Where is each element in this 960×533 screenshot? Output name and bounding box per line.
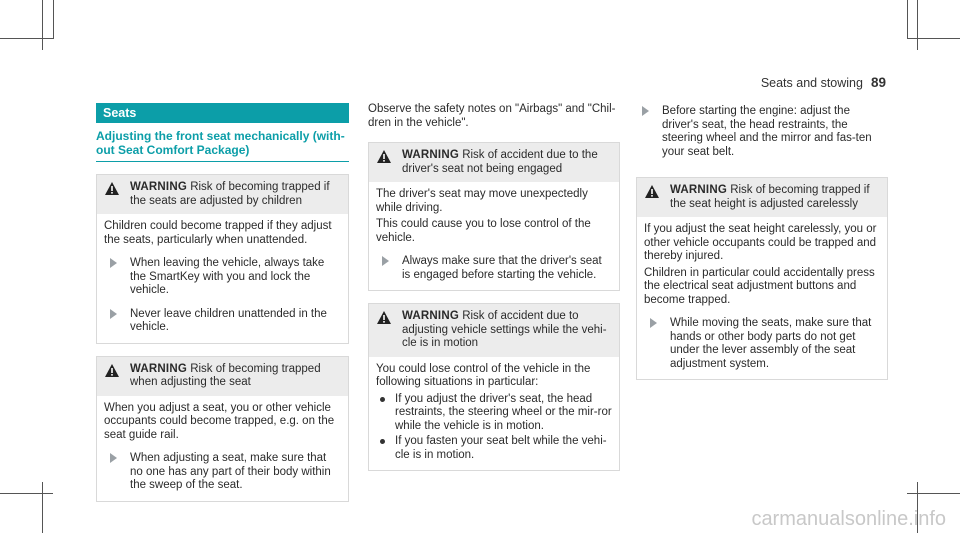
column-3 bbox=[636, 103, 888, 380]
bullet-item bbox=[376, 435, 612, 462]
step-text: When leaving the vehicle, always take the SmartKey with you and lock the vehicle. bbox=[130, 257, 325, 296]
warning-triangle-icon bbox=[645, 185, 659, 198]
bullet-icon bbox=[380, 397, 385, 402]
warning-box bbox=[368, 303, 620, 471]
step-text: When adjusting a seat, make sure that no one has any part of their body within the sweep of the seat. bbox=[130, 452, 331, 491]
warning-box bbox=[96, 174, 349, 344]
action-step bbox=[644, 317, 880, 371]
action-step bbox=[104, 257, 341, 298]
step-text: While moving the seats, make sure that hands or other body parts do not get under the lever assembly of the seat adjustment system. bbox=[670, 317, 872, 370]
warning-box bbox=[636, 177, 888, 380]
crop-mark bbox=[42, 0, 43, 50]
warning-label: WARNING bbox=[670, 184, 727, 196]
running-header bbox=[761, 75, 886, 90]
bullet-icon bbox=[380, 439, 385, 444]
arrow-right-icon bbox=[382, 256, 389, 266]
warning-body bbox=[97, 396, 348, 501]
page-number: 89 bbox=[870, 75, 886, 90]
arrow-right-icon bbox=[110, 309, 117, 319]
warning-text: Children in particular could accidentally press the electrical seat adjustment buttons and become trapped. bbox=[644, 266, 875, 306]
warning-label: WARNING bbox=[402, 310, 459, 322]
arrow-right-icon bbox=[110, 453, 117, 463]
step-text: Never leave children unattended in the vehicle. bbox=[130, 307, 327, 333]
crop-mark bbox=[907, 493, 960, 494]
crop-mark bbox=[42, 482, 43, 533]
subsection-title: Adjusting the front seat mechanically (with-out Seat Comfort Package) bbox=[96, 129, 349, 162]
warning-header bbox=[97, 175, 348, 214]
column-2 bbox=[368, 103, 620, 471]
warning-text: Children could become trapped if they adjust the seats, particularly when unattended. bbox=[104, 220, 332, 246]
action-step bbox=[104, 308, 341, 335]
warning-heading: Risk of becoming trapped when adjusting the seat bbox=[130, 362, 321, 388]
step-text: Always make sure that the driver's seat is engaged before starting the vehicle. bbox=[402, 255, 602, 281]
intro-text: Observe the safety notes on "Airbags" and "Chil-dren in the vehicle". bbox=[368, 103, 616, 129]
warning-header bbox=[369, 143, 619, 182]
crop-mark bbox=[0, 493, 53, 494]
crop-mark bbox=[53, 0, 54, 39]
arrow-right-icon bbox=[110, 258, 117, 268]
action-step bbox=[636, 105, 888, 159]
crop-mark bbox=[907, 0, 908, 39]
section-title: Seats bbox=[96, 103, 349, 123]
action-step bbox=[376, 255, 612, 282]
bullet-text: If you adjust the driver's seat, the head restraints, the steering wheel or the mir-ror while the vehicle is in motion. bbox=[395, 392, 612, 432]
warning-header bbox=[369, 304, 619, 357]
bullet-text: If you fasten your seat belt while the vehi-cle is in motion. bbox=[395, 435, 607, 461]
warning-label: WARNING bbox=[130, 181, 187, 193]
crop-mark bbox=[907, 38, 960, 39]
warning-text: You could lose control of the vehicle in the following situations in particular: bbox=[376, 362, 591, 388]
warning-heading: Risk of accident due to the driver's seat not being engaged bbox=[402, 149, 598, 175]
warning-triangle-icon bbox=[105, 182, 119, 195]
arrow-right-icon bbox=[650, 318, 657, 328]
warning-body bbox=[369, 357, 619, 471]
column-1 bbox=[96, 103, 349, 502]
warning-header bbox=[637, 178, 887, 217]
action-step bbox=[104, 452, 341, 493]
warning-text: When you adjust a seat, you or other vehicle occupants could become trapped, e.g. on the seat guide rail. bbox=[104, 401, 335, 441]
warning-heading: Risk of becoming trapped if the seats are adjusted by children bbox=[130, 181, 330, 207]
warning-triangle-icon bbox=[105, 364, 119, 377]
warning-body bbox=[637, 217, 887, 379]
step-text: Before starting the engine: adjust the driver's seat, the head restraints, the steering wheel and the mirror and fas-ten your seat belt. bbox=[662, 105, 872, 158]
warning-heading: Risk of accident due to adjusting vehicle settings while the vehi-cle is in motion bbox=[402, 310, 607, 349]
warning-label: WARNING bbox=[130, 362, 187, 375]
warning-text: If you adjust the seat height carelessly, you or other vehicle occupants could be trapped and thereby injured. bbox=[644, 223, 877, 262]
warning-box bbox=[368, 142, 620, 291]
warning-body bbox=[97, 214, 348, 343]
crop-mark bbox=[0, 38, 53, 39]
crop-mark bbox=[917, 0, 918, 50]
warning-label: WARNING bbox=[402, 149, 459, 161]
warning-text: This could cause you to lose control of the vehicle. bbox=[376, 218, 591, 244]
warning-box bbox=[96, 356, 349, 502]
warning-body bbox=[369, 182, 619, 290]
bullet-item bbox=[376, 393, 612, 434]
arrow-right-icon bbox=[642, 106, 649, 116]
warning-heading: Risk of becoming trapped if the seat height is adjusted carelessly bbox=[670, 184, 870, 210]
warning-triangle-icon bbox=[377, 311, 391, 324]
header-section: Seats and stowing bbox=[760, 76, 863, 90]
warning-header bbox=[97, 357, 348, 396]
warning-text: The driver's seat may move unexpectedly while driving. bbox=[376, 188, 588, 214]
warning-triangle-icon bbox=[377, 150, 391, 163]
watermark: carmanualsonline.info bbox=[751, 508, 946, 530]
